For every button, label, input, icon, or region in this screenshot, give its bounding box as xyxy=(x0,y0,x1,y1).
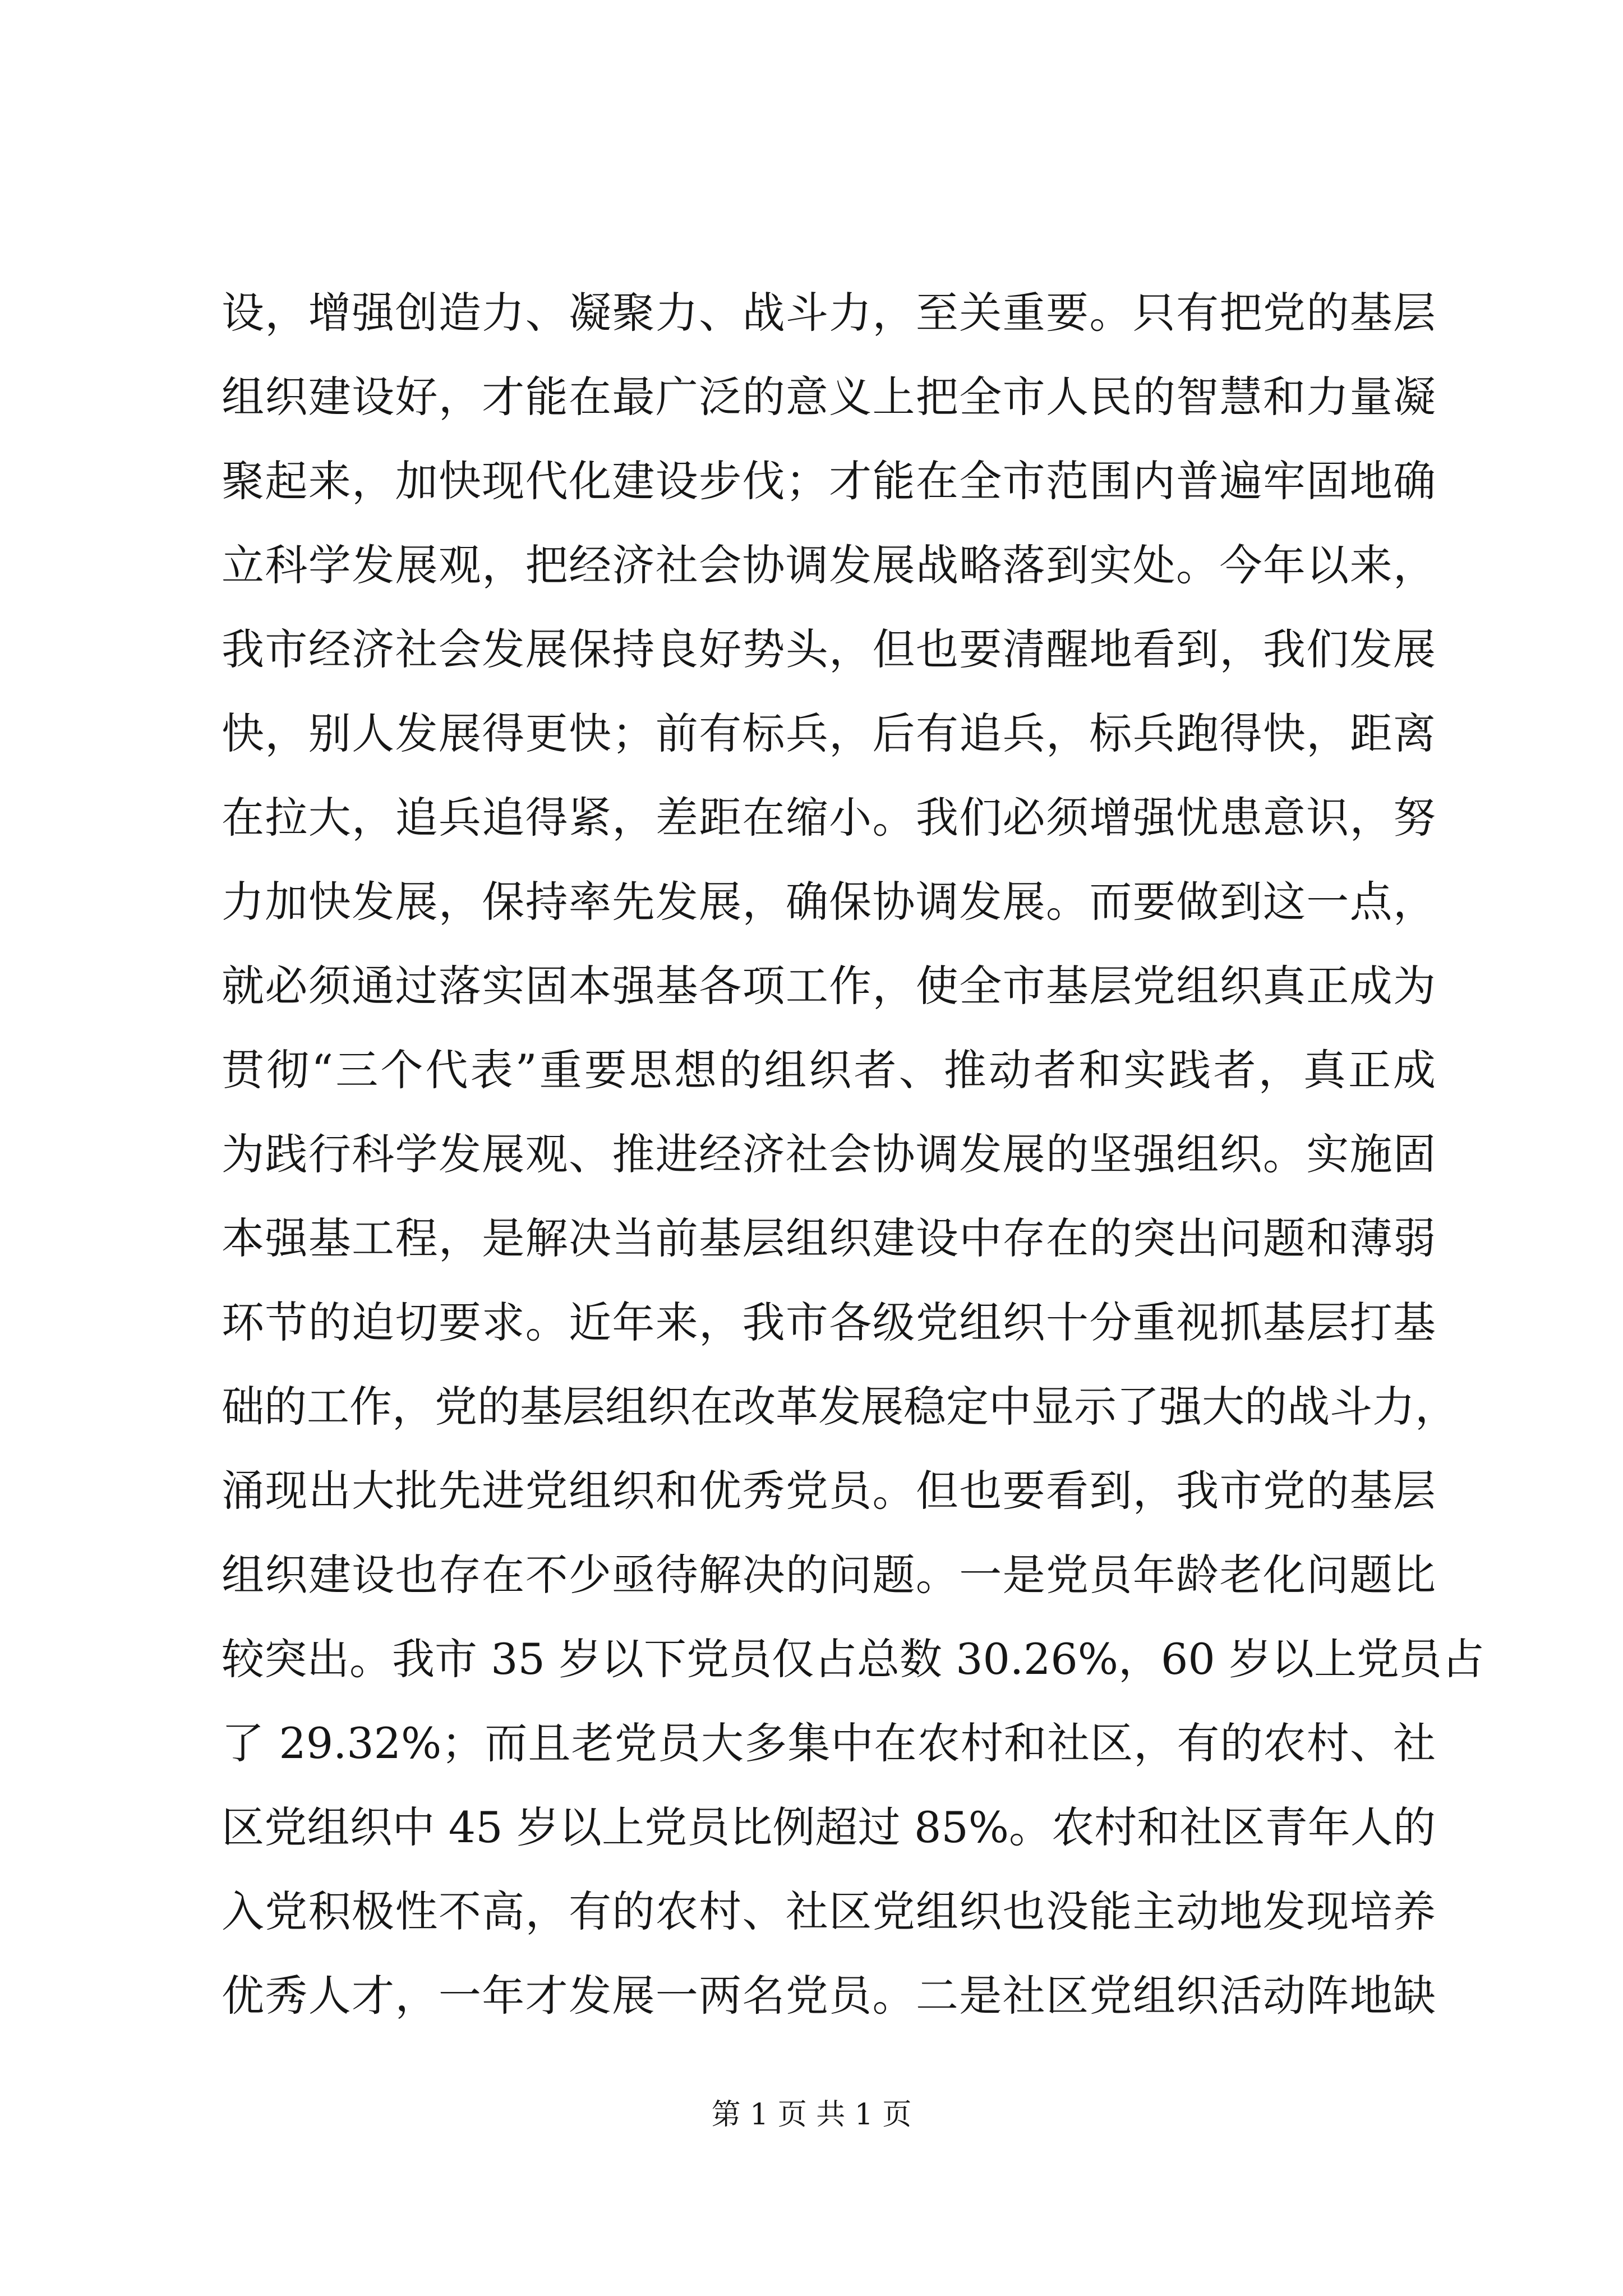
body-text xyxy=(222,271,1484,2038)
text-line: 较突出。我市 35 岁以下党员仅占总数 30.26%，60 岁以上党员占 xyxy=(222,1634,1484,1684)
text-line: 础的工作，党的基层组织在改革发展稳定中显示了强大的战斗力， xyxy=(222,1382,1458,1432)
text-line: 立科学发展观，把经济社会协调发展战略落到实处。今年以来， xyxy=(222,540,1436,590)
text-line: 聚起来，加快现代化建设步伐；才能在全市范围内普遍牢固地确 xyxy=(222,456,1436,506)
text-line: 入党积极性不高，有的农村、社区党组织也没能主动地发现培养 xyxy=(222,1887,1436,1936)
text-line: 在拉大，追兵追得紧，差距在缩小。我们必须增强忧患意识，努 xyxy=(222,793,1436,843)
text-line: 环节的迫切要求。近年来，我市各级党组织十分重视抓基层打基 xyxy=(222,1297,1436,1347)
text-line: 优秀人才，一年才发展一两名党员。二是社区党组织活动阵地缺 xyxy=(222,1971,1436,2021)
text-line: 为践行科学发展观、推进经济社会协调发展的坚强组织。实施固 xyxy=(222,1129,1436,1179)
text-line: 了 29.32%；而且老党员大多集中在农村和社区，有的农村、社 xyxy=(222,1718,1436,1768)
text-line: 快，别人发展得更快；前有标兵，后有追兵，标兵跑得快，距离 xyxy=(222,708,1436,758)
text-line: 我市经济社会发展保持良好势头，但也要清醒地看到，我们发展 xyxy=(222,624,1436,674)
text-line: 贯彻“三个代表”重要思想的组织者、推动者和实践者，真正成 xyxy=(222,1045,1436,1095)
text-line: 力加快发展，保持率先发展，确保协调发展。而要做到这一点， xyxy=(222,877,1436,927)
text-line: 本强基工程，是解决当前基层组织建设中存在的突出问题和薄弱 xyxy=(222,1213,1436,1263)
text-line: 组织建设好，才能在最广泛的意义上把全市人民的智慧和力量凝 xyxy=(222,372,1436,422)
text-line: 就必须通过落实固本强基各项工作，使全市基层党组织真正成为 xyxy=(222,961,1436,1011)
text-line: 设，增强创造力、凝聚力、战斗力，至关重要。只有把党的基层 xyxy=(222,288,1436,338)
page-footer: 第 1 页 共 1 页 xyxy=(711,2098,912,2132)
text-line: 涌现出大批先进党组织和优秀党员。但也要看到，我市党的基层 xyxy=(222,1466,1436,1516)
text-line: 组织建设也存在不少亟待解决的问题。一是党员年龄老化问题比 xyxy=(222,1550,1436,1600)
text-line: 区党组织中 45 岁以上党员比例超过 85%。农村和社区青年人的 xyxy=(222,1802,1436,1852)
